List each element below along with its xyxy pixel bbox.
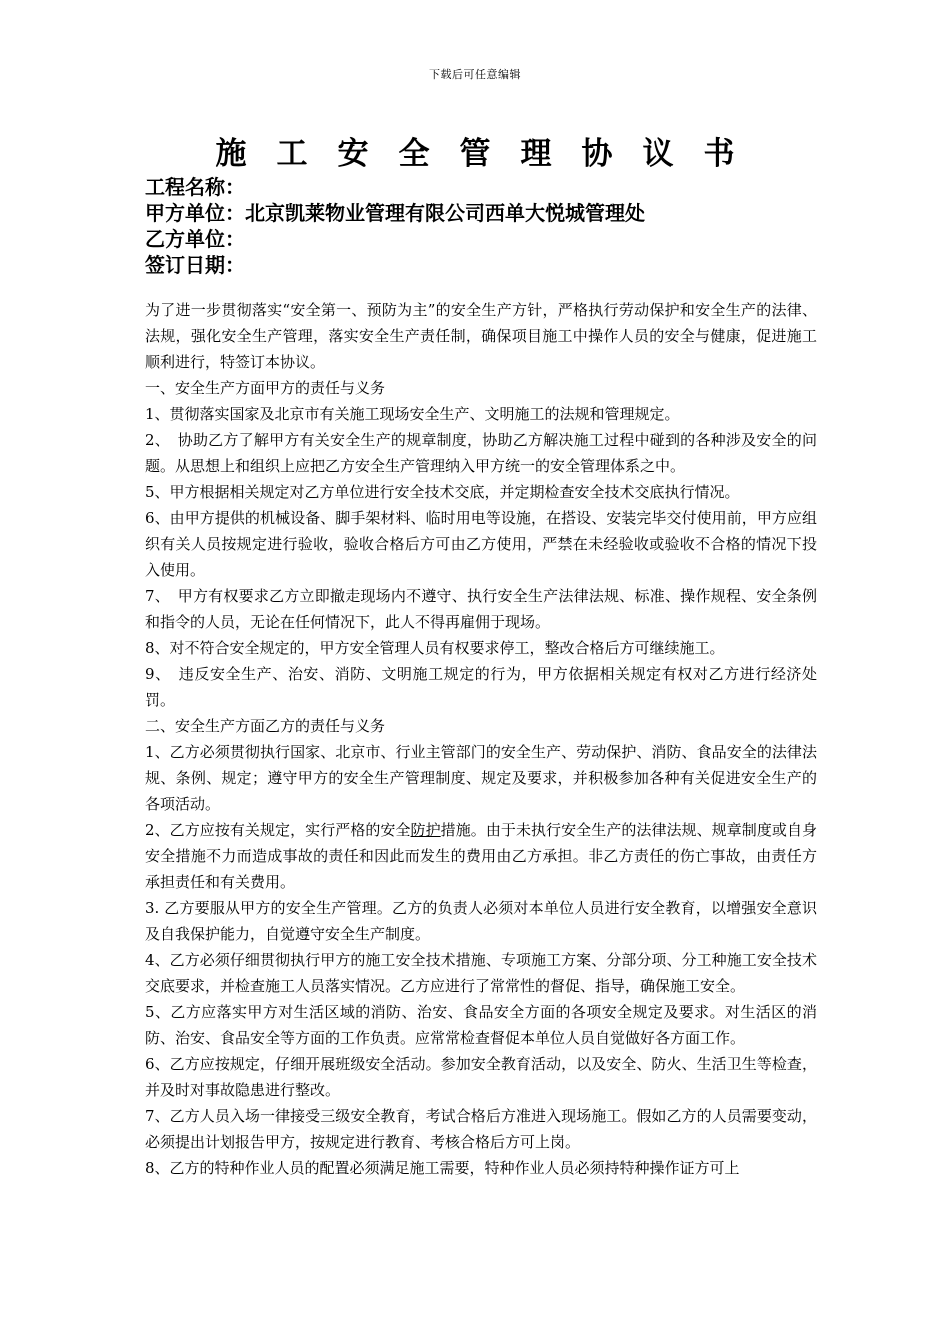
party-b-clause-5: 5、乙方应落实甲方对生活区域的消防、治安、食品安全方面的各项安全规定及要求。对生活区的消防、治安、食品安全等方面的工作负责。应常常检查督促本单位人员自觉做好各方面工作。 (145, 1003, 817, 1047)
party-b-clause-2 (145, 817, 817, 895)
party-b-clause-7: 7、乙方人员入场一律接受三级安全教育，考试合格后方准进入现场施工。假如乙方的人员需要变动，必须提出计划报告甲方，按规定进行教育、考核合格后方可上岗。 (145, 1107, 817, 1151)
party-a-clause-5: 5、甲方根据相关规定对乙方单位进行安全技术交底，并定期检查安全技术交底执行情况。 (145, 483, 740, 501)
party-a-clause-9: 9、 违反安全生产、治安、消防、文明施工规定的行为，甲方依据相关规定有权对乙方进行经济处罚。 (145, 665, 817, 709)
clause-text-after: 措施。由于未执行安全生产的法律法规、规章制度或自身安全措施不力而造成事故的责任和因此而发生的费用由乙方承担。非乙方责任的伤亡事故，由责任方承担责任和有关费用。 (145, 821, 817, 891)
header-note: 下载后可任意编辑 (429, 68, 521, 81)
section-heading-party-a: 一、安全生产方面甲方的责任与义务 (145, 379, 386, 397)
party-a-clause-6: 6、由甲方提供的机械设备、脚手架材料、临时用电等设施，在搭设、安装完毕交付使用前，甲方应组织有关人员按规定进行验收，验收合格后方可由乙方使用，严禁在未经验收或验收不合格的情况下投入使用。 (145, 509, 817, 579)
project-name-line: 工程名称： (145, 175, 245, 199)
intro-paragraph: 为了进一步贯彻落实“安全第一、预防为主”的安全生产方针，严格执行劳动保护和安全生产的法律、法规，强化安全生产管理，落实安全生产责任制，确保项目施工中操作人员的安全与健康，促进施工顺利进行，特签订本协议。 (145, 301, 817, 371)
party-b-clause-3: 3. 乙方要服从甲方的安全生产管理。乙方的负责人必须对本单位人员进行安全教育，以增强安全意识及自我保护能力，自觉遵守安全生产制度。 (145, 899, 817, 943)
document-title: 施工安全管理协议书 (215, 136, 765, 172)
party-b-clause-8: 8、乙方的特种作业人员的配置必须满足施工需要，特种作业人员必须持特种操作证方可上 (145, 1159, 740, 1177)
sign-date-line: 签订日期： (145, 253, 245, 277)
party-a-clause-7: 7、 甲方有权要求乙方立即撤走现场内不遵守、执行安全生产法律法规、标准、操作规程、安全条例和指令的人员，无论在任何情况下，此人不得再雇佣于现场。 (145, 587, 817, 631)
agreement-body (145, 297, 817, 1181)
underlined-term: 防护 (410, 821, 441, 839)
agreement-meta (145, 174, 825, 278)
party-a-clause-8: 8、对不符合安全规定的，甲方安全管理人员有权要求停工，整改合格后方可继续施工。 (145, 639, 725, 657)
party-b-clause-6: 6、乙方应按规定，仔细开展班级安全活动。参加安全教育活动，以及安全、防火、生活卫生等检查，并及时对事故隐患进行整改。 (145, 1055, 817, 1099)
clause-text-before: 2、乙方应按有关规定，实行严格的安全 (145, 821, 411, 839)
party-a-clause-2: 2、 协助乙方了解甲方有关安全生产的规章制度，协助乙方解决施工过程中碰到的各种涉及安全的问题。从思想上和组织上应把乙方安全生产管理纳入甲方统一的安全管理体系之中。 (145, 431, 817, 475)
party-b-clause-4: 4、乙方必须仔细贯彻执行甲方的施工安全技术措施、专项施工方案、分部分项、分工种施工安全技术交底要求，并检查施工人员落实情况。乙方应进行了常常性的督促、指导，确保施工安全。 (145, 951, 817, 995)
party-b-line: 乙方单位： (145, 227, 245, 251)
section-heading-party-b: 二、安全生产方面乙方的责任与义务 (145, 717, 386, 735)
party-a-line: 甲方单位：北京凯莱物业管理有限公司西单大悦城管理处 (145, 201, 645, 225)
party-b-clause-1: 1、乙方必须贯彻执行国家、北京市、行业主管部门的安全生产、劳动保护、消防、食品安全的法律法规、条例、规定；遵守甲方的安全生产管理制度、规定及要求，并积极参加各种有关促进安全生产的各项活动。 (145, 743, 817, 813)
party-a-clause-1: 1、贯彻落实国家及北京市有关施工现场安全生产、文明施工的法规和管理规定。 (145, 405, 680, 423)
